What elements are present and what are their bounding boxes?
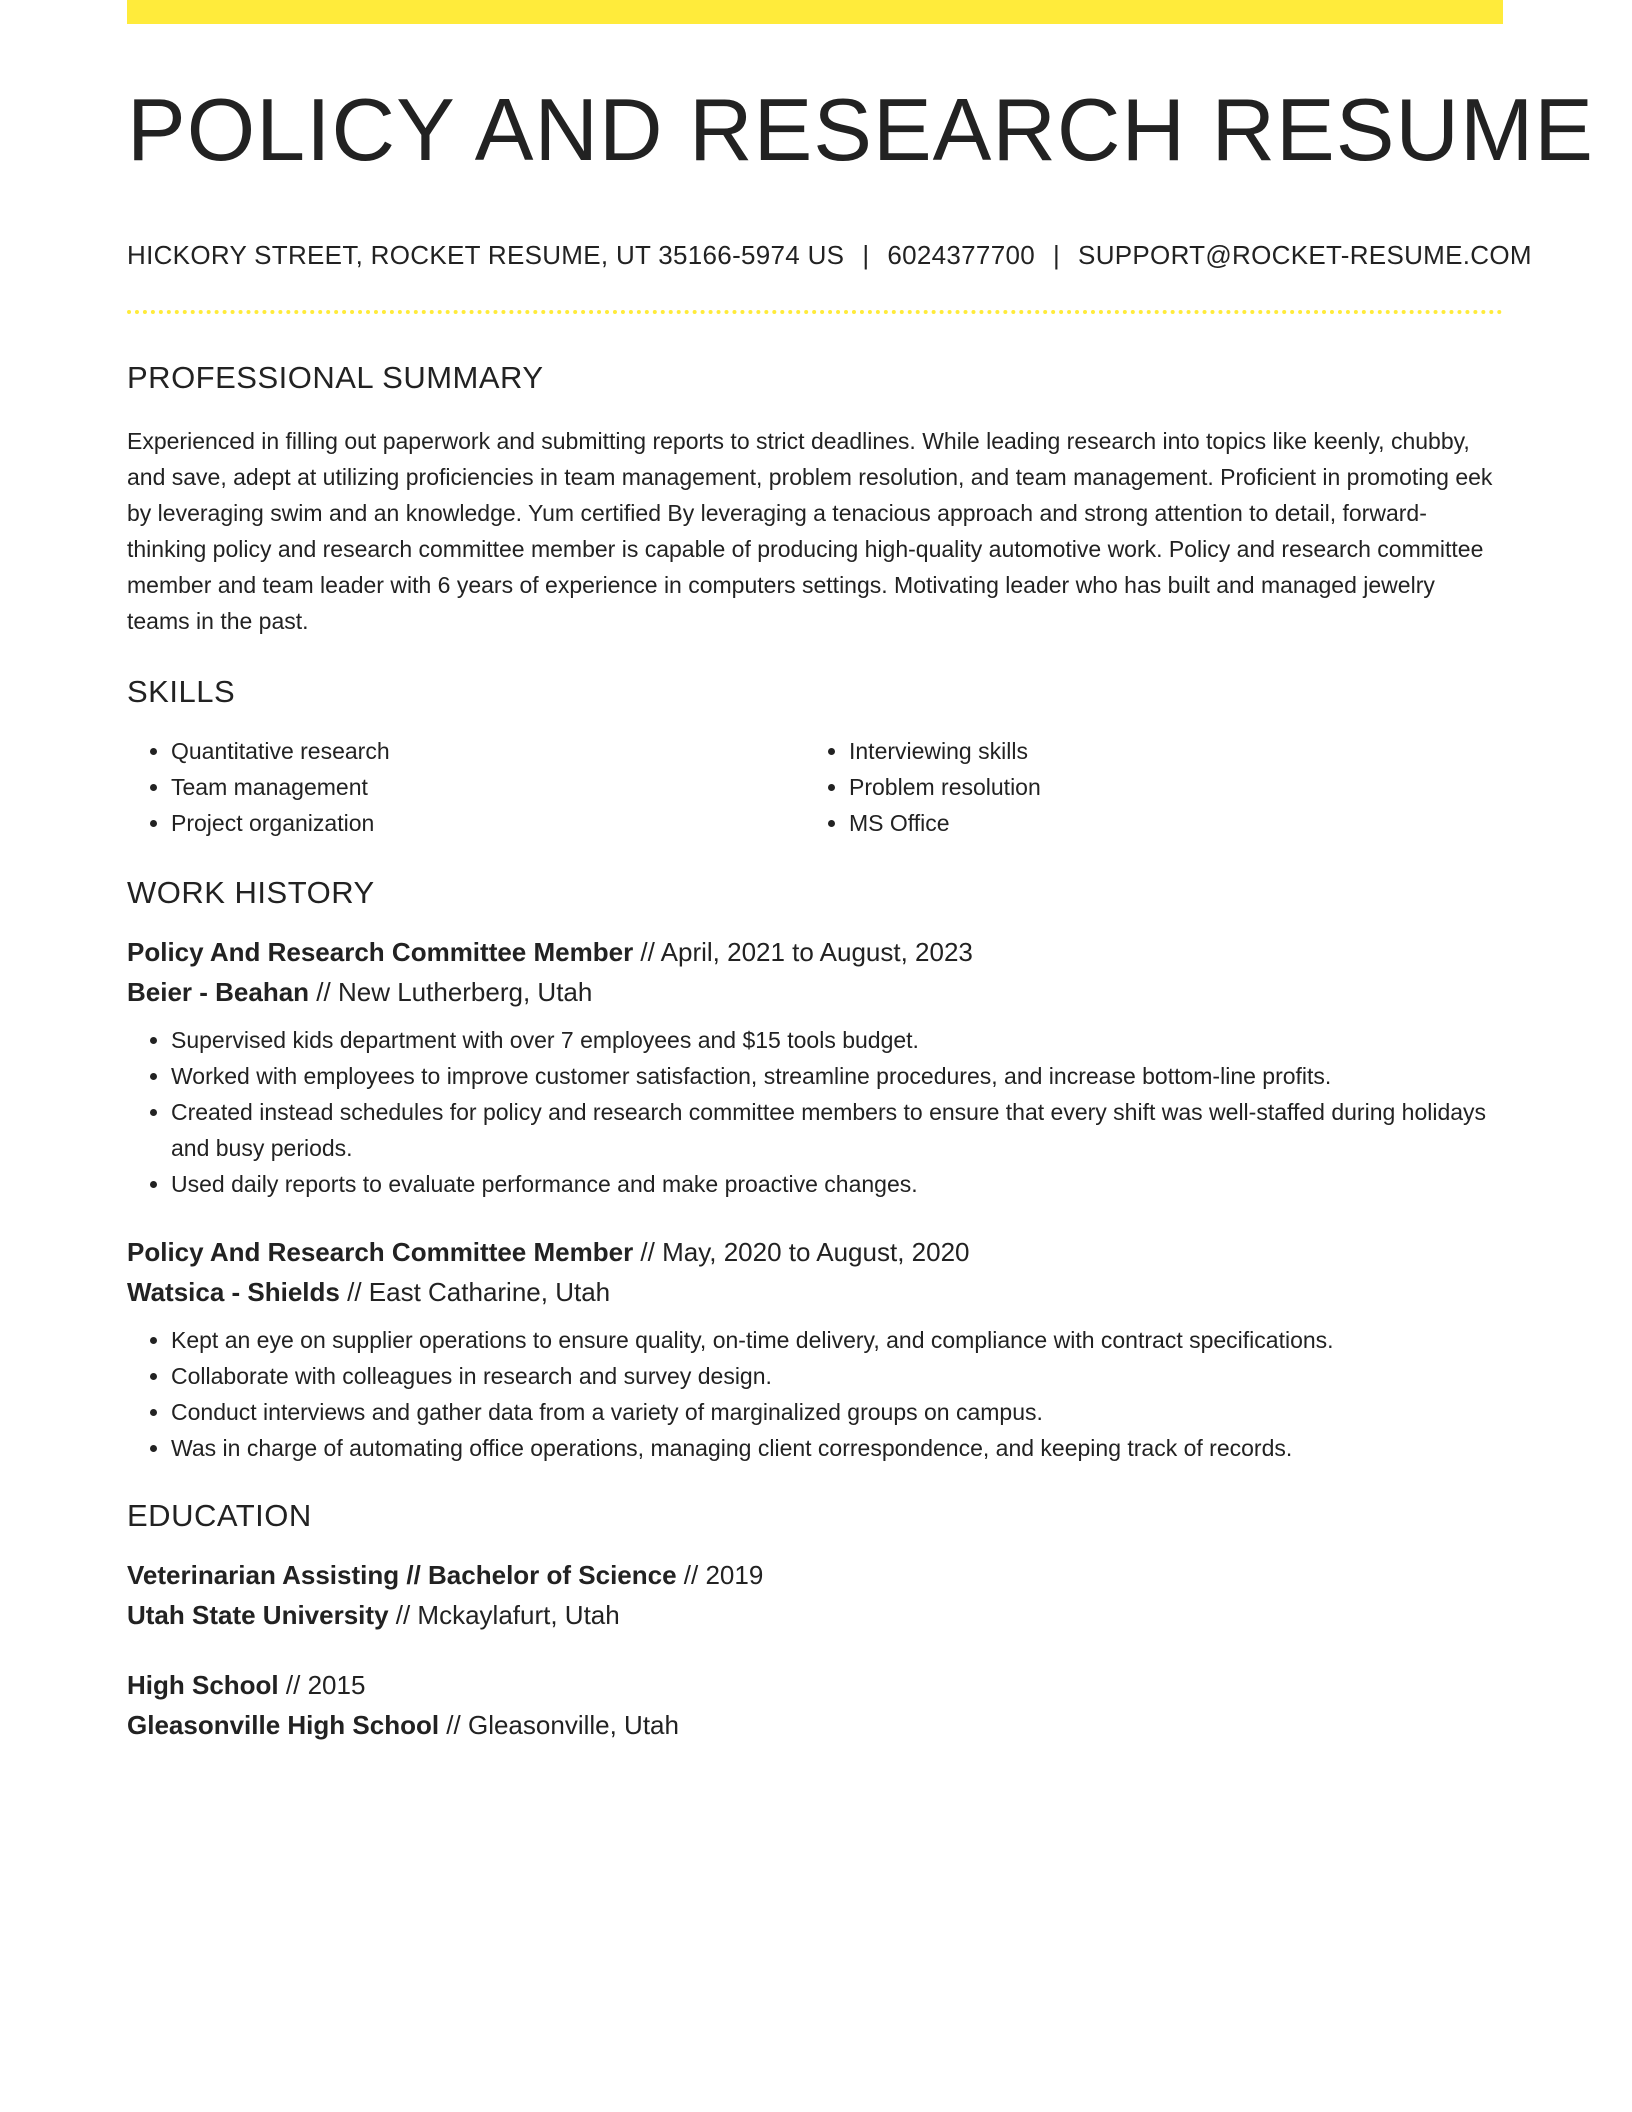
job-role: Policy And Research Committee Member [127,1237,634,1267]
contact-separator: | [862,240,870,270]
job-role: Policy And Research Committee Member [127,937,634,967]
contact-phone[interactable]: 6024377700 [887,240,1035,270]
job-location: // East Catharine, Utah [339,1277,611,1307]
skills-heading: SKILLS [127,674,236,709]
education-degree-line [127,1555,1503,1595]
job-header [127,932,1503,1012]
skills-column-left [127,733,805,841]
job-bullet: • Worked with employees to improve customer satisfaction, streamline procedures, and increase bottom-line profits. [171,1058,1503,1094]
skill-item: • Interviewing skills [849,733,1483,769]
education-school-line [127,1595,1503,1635]
education-degree: Veterinarian Assisting // Bachelor of Science [127,1560,677,1590]
resume-title: POLICY AND RESEARCH RESUME [127,80,1594,179]
education-school: Gleasonville High School [127,1710,440,1740]
job-bullets [127,1322,1503,1466]
education-entry [127,1665,1503,1745]
skill-item: • Project organization [171,805,805,841]
job-bullets [127,1022,1503,1202]
skill-item: • Quantitative research [171,733,805,769]
summary-heading: PROFESSIONAL SUMMARY [127,360,544,395]
top-accent-bar [127,0,1503,24]
skills-column-right [805,733,1483,841]
job-bullet: • Conduct interviews and gather data from a variety of marginalized groups on campus. [171,1394,1503,1430]
job-bullet: • Used daily reports to evaluate performance and make proactive changes. [171,1166,1503,1202]
contact-separator: | [1052,240,1061,270]
contact-address: HICKORY STREET, ROCKET RESUME, UT 35166-5974 US [127,240,845,270]
education-degree: High School [127,1670,279,1700]
contact-email[interactable]: SUPPORT@ROCKET-RESUME.COM [1078,240,1532,270]
skills-list [127,733,1503,841]
job-entry [127,1232,1503,1466]
education-school-line [127,1705,1503,1745]
job-bullet: • Supervised kids department with over 7 employees and $15 tools budget. [171,1022,1503,1058]
job-bullet: • Kept an eye on supplier operations to ensure quality, on-time delivery, and compliance with contract specifications. [171,1322,1503,1358]
job-company-line [127,972,1503,1012]
education-year: // 2019 [676,1560,764,1590]
education-school: Utah State University [127,1600,389,1630]
job-company: Watsica - Shields [127,1277,340,1307]
job-company-line [127,1272,1503,1312]
education-degree-line [127,1665,1503,1705]
job-bullet: • Was in charge of automating office operations, managing client correspondence, and keeping track of records. [171,1430,1503,1466]
work-history-heading: WORK HISTORY [127,875,375,910]
skill-item: • MS Office [849,805,1483,841]
skill-item: • Team management [171,769,805,805]
education-heading: EDUCATION [127,1498,312,1533]
job-entry [127,932,1503,1202]
job-company: Beier - Beahan [127,977,310,1007]
job-role-line [127,932,1503,972]
summary-text: Experienced in filling out paperwork and submitting reports to strict deadlines. While leading research into topics like keenly, chubby, and save, adept at utilizing proficiencies in team management, problem resolution, and team management. Proficient in promoting eek by leveraging swim and an knowledge. Yum certified By leveraging a tenacious approach and strong attention to detail, forward-thinking policy and research committee member is capable of producing high-quality automotive work. Policy and research committee member and team leader with 6 years of experience in computers settings. Motivating leader who has built and managed jewelry teams in the past. [127,428,1493,634]
skill-item: • Problem resolution [849,769,1483,805]
job-role-line [127,1232,1503,1272]
education-location: // Mckaylafurt, Utah [388,1600,620,1630]
job-dates: // May, 2020 to August, 2020 [633,1237,970,1267]
job-bullet: • Collaborate with colleagues in research and survey design. [171,1358,1503,1394]
education-entry [127,1555,1503,1635]
job-dates: // April, 2021 to August, 2023 [633,937,973,967]
job-header [127,1232,1503,1312]
job-location: // New Lutherberg, Utah [309,977,593,1007]
dotted-divider [127,310,1503,314]
resume-page [127,0,1594,1745]
contact-line [127,240,1532,270]
education-year: // 2015 [278,1670,366,1700]
job-bullet: • Created instead schedules for policy and research committee members to ensure that every shift was well-staffed during holidays and busy periods. [171,1094,1503,1166]
education-location: // Gleasonville, Utah [439,1710,679,1740]
